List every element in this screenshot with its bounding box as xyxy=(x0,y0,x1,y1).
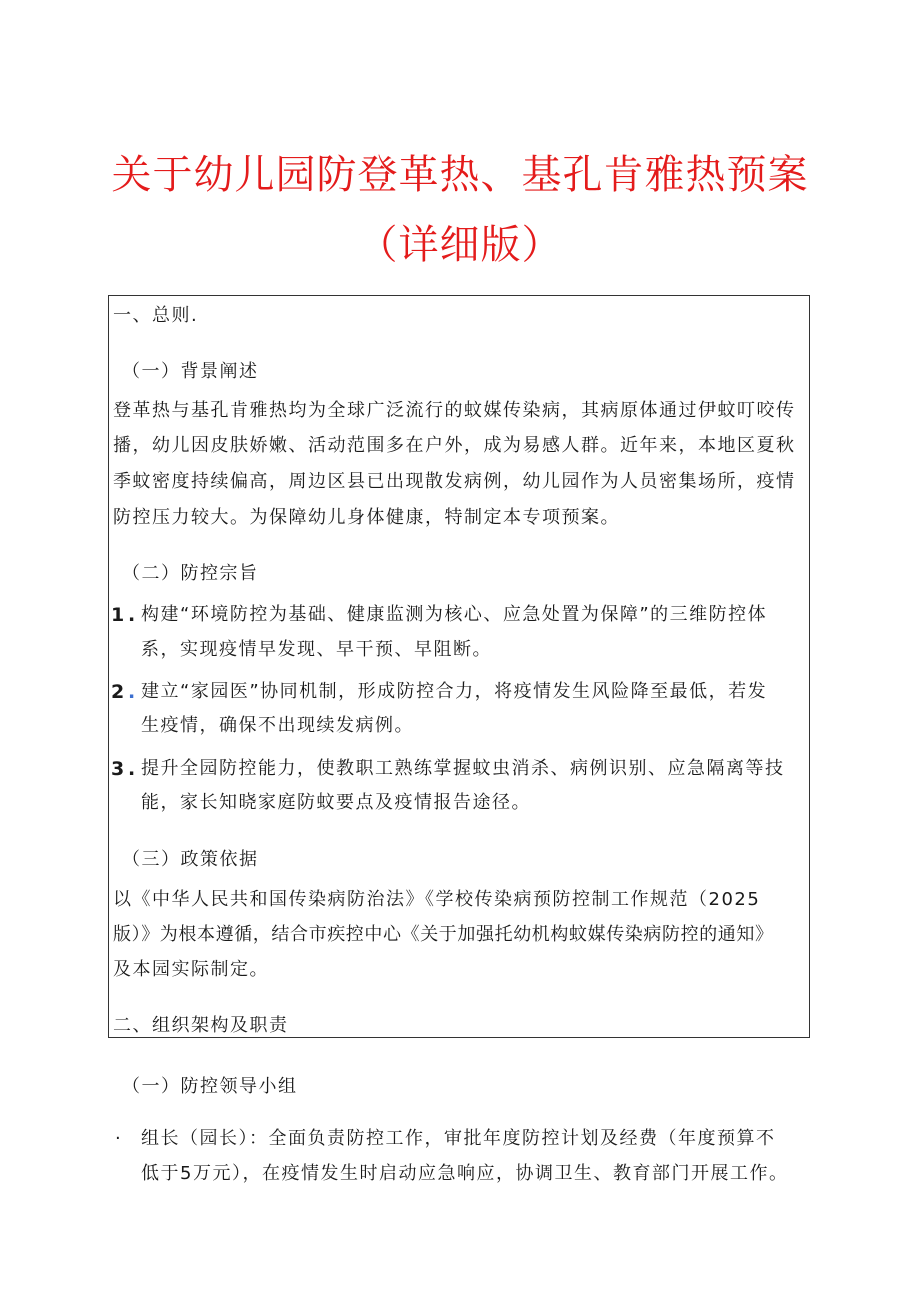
paragraph-line: 版）》为根本遵循，结合市疾控中心《关于加强托幼机构蚊媒传染病防控的通知》 xyxy=(113,924,774,945)
paragraph-line: 播，幼儿因皮肤娇嫩、活动范围多在户外，成为易感人群。近年来，本地区夏秋 xyxy=(113,435,796,456)
list-item-text: 生疫情，确保不出现续发病例。 xyxy=(141,715,414,736)
list-item-dot: . xyxy=(128,681,136,703)
list-item-number: 1 xyxy=(111,604,125,626)
section-heading-organization: 二、组织架构及职责 xyxy=(113,1015,289,1036)
subheading-leadership-group: （一）防控领导小组 xyxy=(122,1076,298,1097)
list-item-text: 建立“家园医”协同机制，形成防控合力，将疫情发生风险降至最低，若发 xyxy=(141,681,768,702)
bullet-item-text: 组长（园长）：全面负责防控工作，审批年度防控计划及经费（年度预算不 xyxy=(141,1128,776,1149)
paragraph-line: 防控压力较大。为保障幼儿身体健康，特制定本专项预案。 xyxy=(113,507,620,528)
list-item-text: 构建“环境防控为基础、健康监测为核心、应急处置为保障”的三维防控体 xyxy=(141,604,768,625)
list-item-dot: . xyxy=(128,604,136,626)
section-heading-general: 一、总则. xyxy=(113,305,199,326)
list-item-text: 系，实现疫情早发现、早干预、早阻断。 xyxy=(141,639,492,660)
title-line-1: 关于幼儿园防登革热、基孔肯雅热预案 xyxy=(111,152,809,198)
bullet-dot: · xyxy=(115,1128,123,1149)
subheading-policy-basis: （三）政策依据 xyxy=(122,849,259,870)
paragraph-line: 以《中华人民共和国传染病防治法》《学校传染病预防控制工作规范（2025 xyxy=(113,889,761,910)
title-line-2: （详细版） xyxy=(357,222,563,268)
paragraph-line: 及本园实际制定。 xyxy=(113,959,269,980)
page-title xyxy=(0,140,920,280)
bullet-item-text: 低于5万元），在疫情发生时启动应急响应，协调卫生、教育部门开展工作。 xyxy=(141,1163,789,1184)
list-item-number: 3 xyxy=(111,758,125,780)
subheading-purpose: （二）防控宗旨 xyxy=(122,563,259,584)
list-item-text: 能，家长知晓家庭防蚊要点及疫情报告途径。 xyxy=(141,792,531,813)
list-item-dot: . xyxy=(128,758,136,780)
paragraph-line: 登革热与基孔肯雅热均为全球广泛流行的蚊媒传染病，其病原体通过伊蚊叮咬传 xyxy=(113,400,796,421)
paragraph-line: 季蚊密度持续偏高，周边区县已出现散发病例，幼儿园作为人员密集场所，疫情 xyxy=(113,471,796,492)
list-item-number: 2 xyxy=(111,681,125,703)
list-item-text: 提升全园防控能力，使教职工熟练掌握蚊虫消杀、病例识别、应急隔离等技 xyxy=(141,758,785,779)
subheading-background: （一）背景阐述 xyxy=(122,361,259,382)
